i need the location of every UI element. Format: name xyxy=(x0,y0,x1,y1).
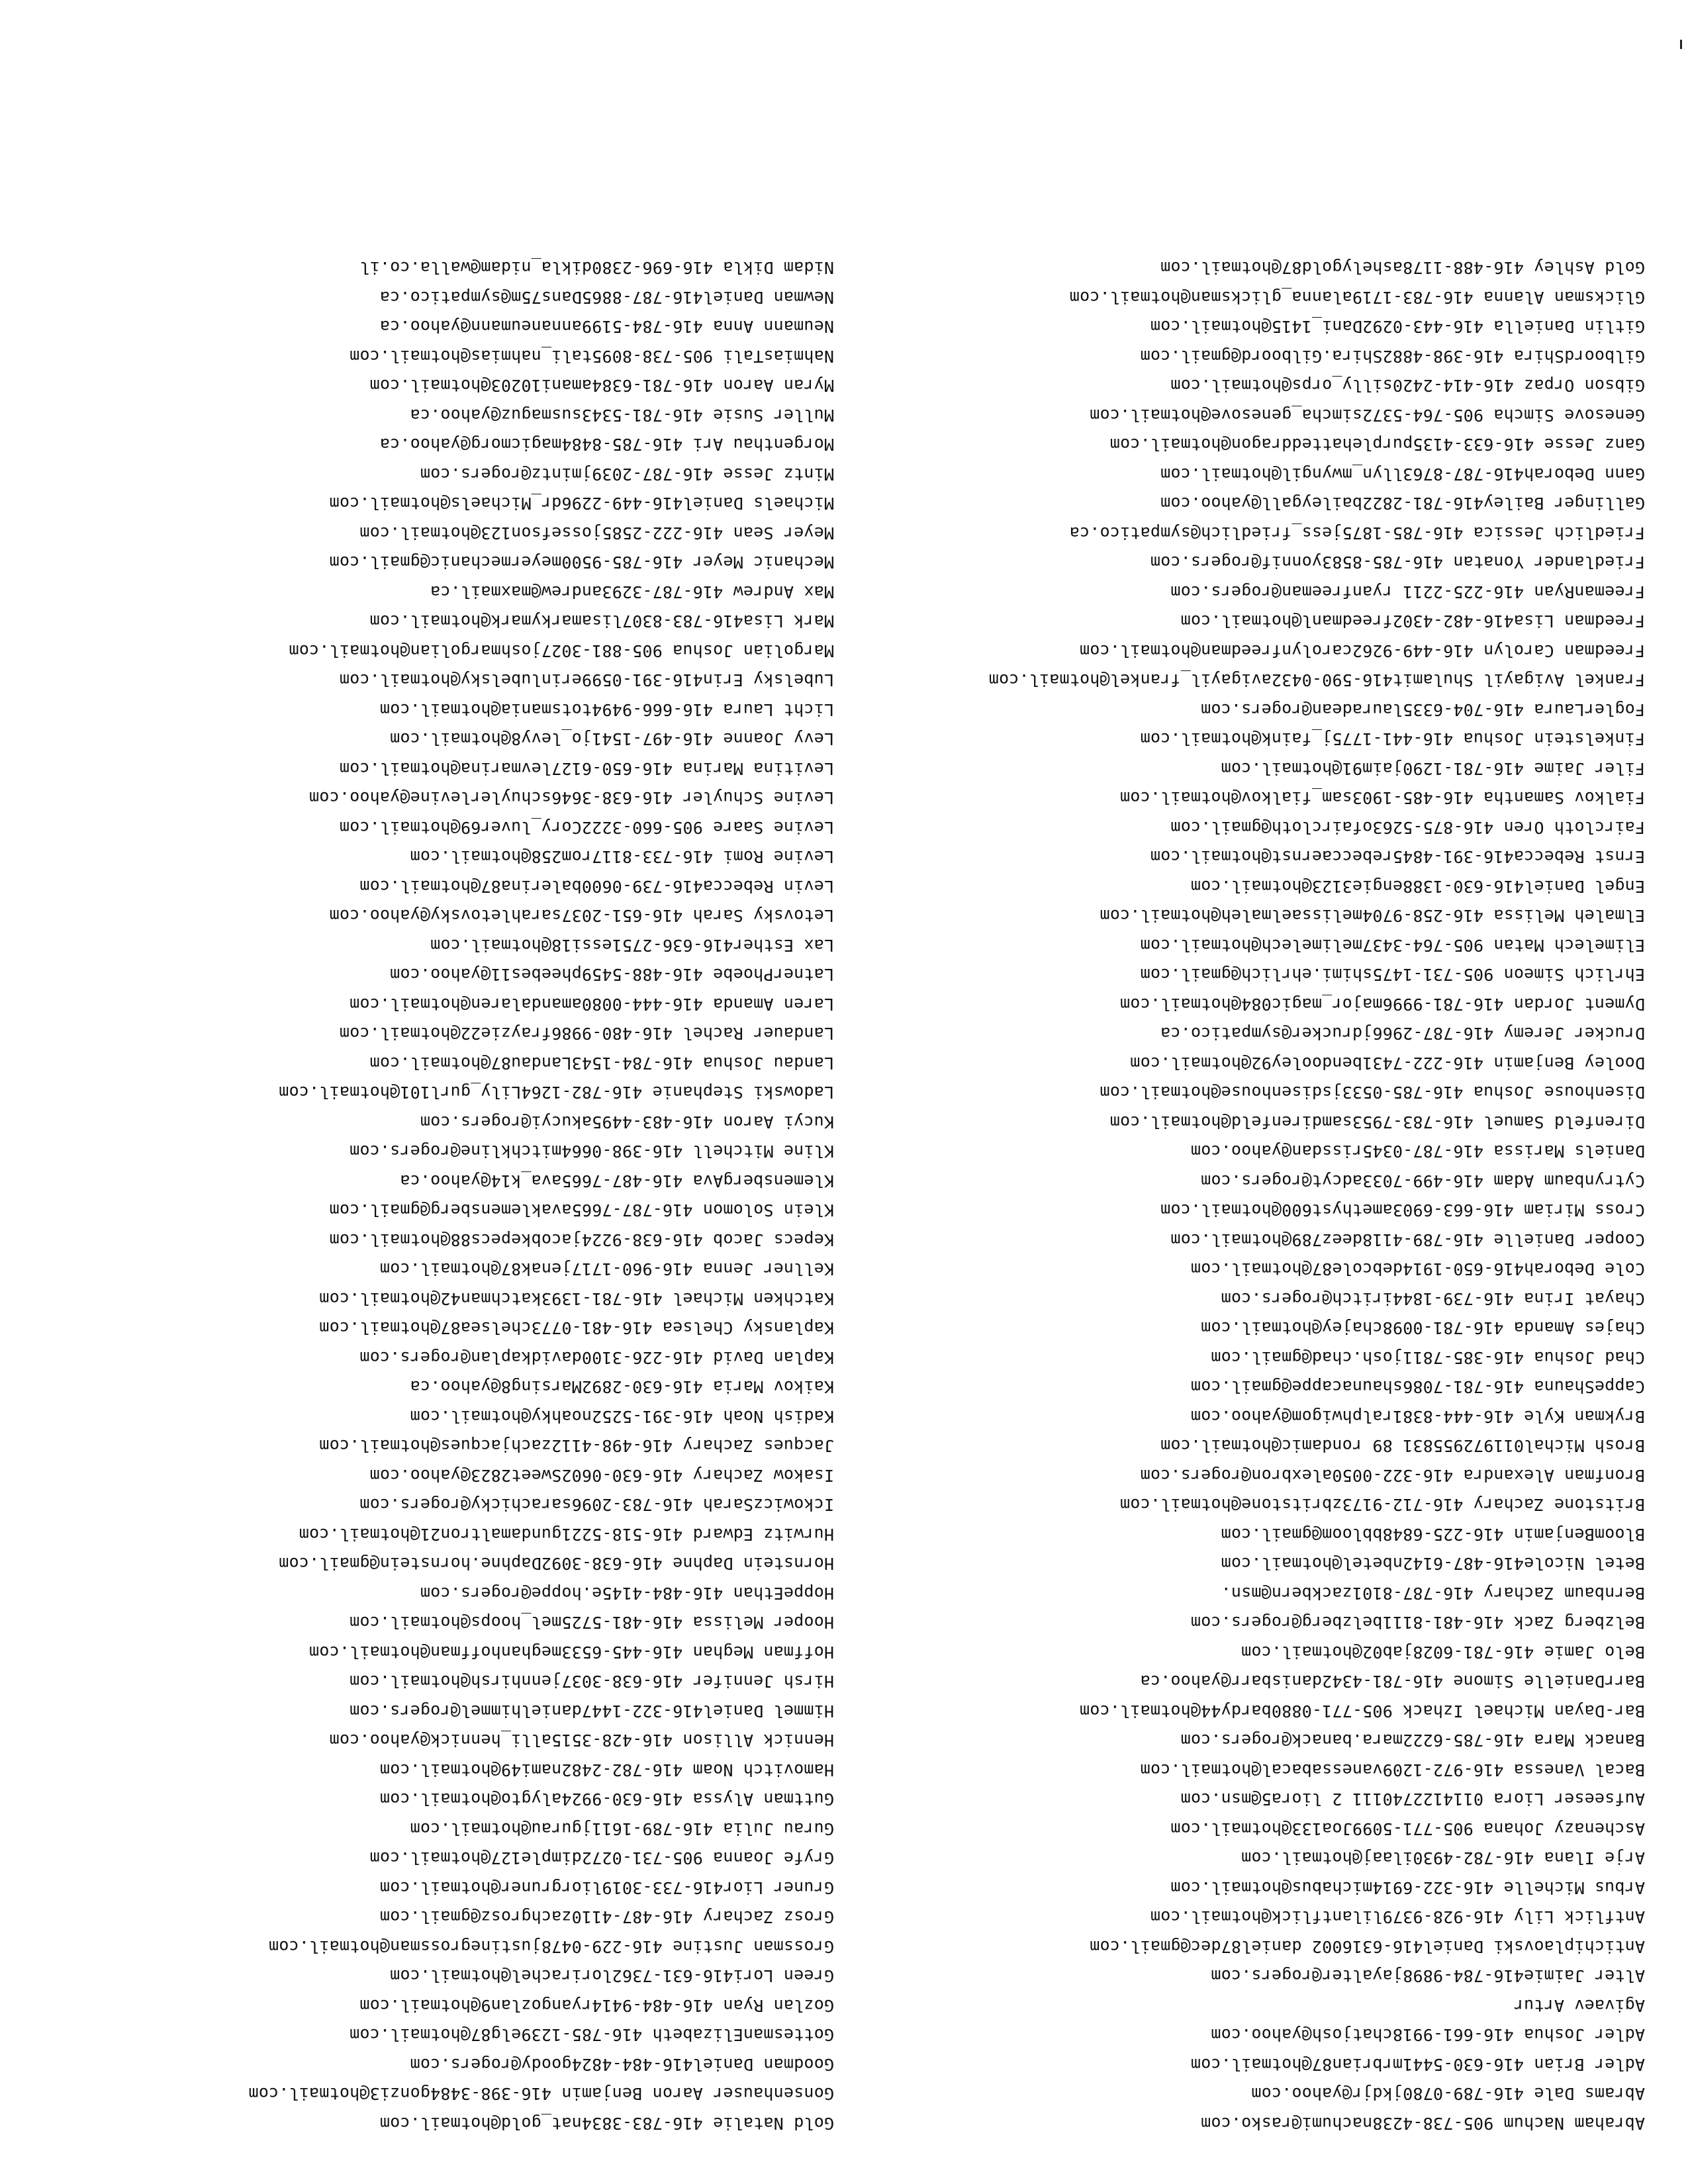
contact-entry: Kellner Jenna 416-960-1717jenak87@hotmail.com xyxy=(379,1259,834,1279)
contact-entry: FreemanRyan 416-225-2211 ryanfreeman@rogers.com xyxy=(1170,582,1645,602)
contact-entry: Drucker Jeremy 416-787-2966jdrucker@sympatico.ca xyxy=(1160,1024,1645,1044)
contact-entry: Meyer Sean 416-222-2585jossefson123@hotmail.com xyxy=(359,523,834,543)
contact-entry: GilboordShira 416-398-4882Shira.Gilboord@gmail.com xyxy=(1140,347,1645,366)
contact-entry: Cole Deborah416-650-1914debcole87@hotmail.com xyxy=(1190,1259,1645,1279)
contact-entry: Glicksman Alanna 416-783-1719alanna_glicksman@hotmail.com xyxy=(1069,288,1645,307)
contact-entry: Agivaev Artur xyxy=(1513,1996,1645,2015)
contact-entry: Adler Joshua 416-661-9918chatjosh@yahoo.com xyxy=(1211,2025,1645,2045)
contact-entry: Arje Ilana 416-782-4930ilaaj@hotmail.com xyxy=(1241,1848,1645,1868)
contact-entry: Gitlin Daniella 416-443-0292Dani_1415@hotmail.com xyxy=(1150,317,1645,337)
contact-entry: Kucyi Aaron 416-483-4495akucyi@rogers.com xyxy=(420,1113,834,1132)
contact-entry: Gann Deborah416-787-8763llyn_mwyngil@hotmail.com xyxy=(1160,465,1645,484)
contact-entry: Alter Jaimie416-784-9898jayalter@rogers.com xyxy=(1211,1966,1645,1986)
contact-entry: CappeShauna 416-781-7086shaunacappe@gmail.com xyxy=(1190,1377,1645,1397)
contact-entry: Isakow Zachary 416-630-0602Sweet2823@yahoo.com xyxy=(369,1466,834,1485)
contact-entry: Hooper Melissa 416-481-5725mel_hoops@hotmail.com xyxy=(349,1613,834,1633)
contact-entry: Chad Joshua 416-385-7811josh.chad@gmail.com xyxy=(1211,1348,1645,1367)
contact-entry: Mechanic Meyer 416-785-9500meyermechanic@gmail.com xyxy=(329,553,834,572)
contact-entry: Jacques Zachary 416-498-4112zachjacques@hotmail.com xyxy=(319,1436,834,1456)
contact-entry: Muller Susie 416-781-5343susmaguz@yahoo.ca xyxy=(410,406,834,425)
contact-entry: Ganz Jesse 416-633-4135purplehatteddragon@hotmail.com xyxy=(1109,435,1645,455)
contact-entry: Brosh Michal011972955831 89 rondamic@hotmail.com xyxy=(1160,1436,1645,1456)
contact-entry: HoppeEthan 416-484-4145e.hoppe@rogers.com xyxy=(420,1584,834,1603)
contact-entry: Lax Esther416-636-2751essi18@hotmail.com xyxy=(430,936,834,955)
contact-entry: Adler Brian 416-630-5441mrbrian87@hotmail.com xyxy=(1190,2055,1645,2074)
contact-entry: Morgenthau Ari 416-785-8484magicmorg@yahoo.ca xyxy=(379,435,834,455)
contact-entry: Grossman Justine 416-229-0478justinegrossman@hotmail.com xyxy=(268,1937,834,1956)
contact-entry: Freedman Lisa416-482-4302freedmanl@hotmail.com xyxy=(1180,612,1645,631)
contact-entry: Gryfe Joanna 905-731-0272dimple127@hotmail.com xyxy=(369,1848,834,1868)
contact-entry: Gonsenhauser Aaron Benjamin 416-398-3484gonzi3@hotmail.com xyxy=(248,2084,834,2104)
contact-entry: Mark Lisa416-783-8307lisamarkymark@hotmail.com xyxy=(369,612,834,631)
contact-entry: Daniels Marissa 416-787-0345rissdan@yahoo.com xyxy=(1190,1142,1645,1161)
contact-entry: Bernbaum Zachary 416-787-8101zackbern@msn. xyxy=(1221,1584,1645,1603)
contact-entry: Belzberg Zack 416-481-8111belzberg@rogers.com xyxy=(1190,1613,1645,1633)
contact-entry: Cooper Danielle 416-789-4118deez789@hotmail.com xyxy=(1170,1230,1645,1250)
contact-entry: Levine Saare 905-660-3222Cory_luver69@hotmail.com xyxy=(339,818,834,837)
contact-entry: Nidam Dikla 416-696-2380dikla_nidam@walla.co.il xyxy=(359,258,834,278)
contact-column-right xyxy=(40,253,834,2138)
contact-entry: Bar-Dayan Michael Izhack 905-771-0880bardy44@hotmail.com xyxy=(1079,1702,1645,1721)
contact-entry: Myran Aaron 416-781-6384amani10203@hotmail.com xyxy=(369,376,834,396)
contact-entry: Mintz Jesse 416-787-2039jmintz@rogers.com xyxy=(420,465,834,484)
contact-entry: Ernst Rebecca416-391-4845rebeccaernst@hotmail.com xyxy=(1150,847,1645,867)
contact-entry: NahmiasTali 905-738-8095tali_nahmias@hotmail.com xyxy=(349,347,834,366)
contact-entry: BloomBenjamin 416-225-6848bbloom@gmail.com xyxy=(1221,1525,1645,1544)
contact-entry: Neumann Anna 416-784-5199annaneumann@yahoo.ca xyxy=(379,317,834,337)
contact-entry: Landauer Rachel 416-480-9986frayzie22@hotmail.com xyxy=(339,1024,834,1044)
contact-entry: Kepecs Jacob 416-638-9224jacobkepecs88@hotmail.com xyxy=(329,1230,834,1250)
contact-entry: Antflick Lily 416-928-9379lilantflick@hotmail.com xyxy=(1150,1907,1645,1927)
contact-entry: Levitina Marina 416-650-6127levmarina@hotmail.com xyxy=(339,759,834,778)
contact-entry: FoglerLaura 416-704-6335lauradean@rogers.com xyxy=(1200,700,1645,719)
contact-entry: Landau Joshua 416-784-1543Landau87@hotmail.com xyxy=(369,1054,834,1073)
contact-entry: Kaplansky Chelsea 416-481-0773chelsea87@hotmail.com xyxy=(319,1318,834,1338)
contact-entry: Elmaleh Melissa 416-258-9704melissaelmaleh@hotmail.com xyxy=(1100,906,1645,926)
contact-entry: Disenhouse Joshua 416-785-0533jsdisenhouse@hotmail.com xyxy=(1100,1083,1645,1103)
contact-column-left xyxy=(897,253,1645,2138)
contact-entry: Gurau Julia 416-789-1611jgurau@hotmail.com xyxy=(410,1819,834,1839)
contact-entry: Chajes Amanda 416-781-0098chajey@hotmail.com xyxy=(1200,1318,1645,1338)
contact-entry: Klein Solomon 416-787-7665avaklemensberg@gmail.com xyxy=(329,1201,834,1220)
contact-entry: Betel Nicole416-487-6142nbetel@hotmail.com xyxy=(1221,1554,1645,1574)
contact-entry: Hamovitch Noam 416-782-2482nami49@hotmail.com xyxy=(379,1760,834,1780)
contact-entry: Finkelstein Joshua 416-441-1775j_faink@hotmail.com xyxy=(1140,729,1645,749)
contact-entry: Friedlich Jessica 416-785-1875jess_friedlich@sympatico.ca xyxy=(1069,523,1645,543)
contact-entry: Antichiplaovski Daniel416-6316002 daniel87dec@gmail.com xyxy=(1090,1937,1645,1956)
contact-entry: Newman Daniel416-787-8865Dans75m@sympatico.ca xyxy=(379,288,834,307)
contact-entry: Ladowski Stephanie 416-782-1264Lily_gurl101@hotmail.com xyxy=(279,1083,834,1103)
scan-edge-mark xyxy=(1680,40,1682,49)
contact-entry: Elimelech Matan 905-764-3437melimelech@hotmail.com xyxy=(1140,936,1645,955)
contact-entry: Hornstein Daphne 416-638-3092Daphne.hornstein@gmail.com xyxy=(279,1554,834,1574)
contact-entry: Levin Rebecca416-739-0600balerina87@hotmail.com xyxy=(359,877,834,896)
contact-entry: Guttman Alyssa 416-630-9924alygto@hotmail.com xyxy=(379,1790,834,1809)
contact-entry: Dooley Benjamin 416-222-7431bendooley92@hotmail.com xyxy=(1130,1054,1645,1073)
contact-entry: Goodman Daniel416-484-4824goody@rogers.com xyxy=(410,2055,834,2074)
contact-entry: Green Lori416-631-7362lorirachel@hotmail.com xyxy=(389,1966,834,1986)
contact-entry: BarrDanielle Simone 416-781-4342danisbarr@yahoo.ca xyxy=(1140,1672,1645,1692)
contact-entry: Gruner Lior416-733-3019liorgruner@hotmail.com xyxy=(379,1878,834,1897)
contact-entry: Kadish Noah 416-391-5252noahky@hotmail.com xyxy=(410,1407,834,1426)
contact-entry: GottesmanElizabeth 416-785-1239elg87@hotmail.com xyxy=(349,2025,834,2045)
contact-entry: Cross Miriam 416-663-6903amethyst600@hotmail.com xyxy=(1160,1201,1645,1220)
contact-entry: Hirsh Jennifer 416-638-3037jennhirsh@hotmail.com xyxy=(349,1672,834,1692)
contact-entry: Kaikov Maria 416-630-2892Marsing8@yahoo.ca xyxy=(410,1377,834,1397)
contact-entry: Genesove Simcha 905-764-5372simcha_genesove@hotmail.com xyxy=(1090,406,1645,425)
contact-entry: Arbus Michelle 416-322-6914michabus@hotmail.com xyxy=(1170,1878,1645,1897)
contact-entry: Bacal Vanessa 416-972-1209vanessabacal@hotmail.com xyxy=(1140,1760,1645,1780)
contact-entry: LatnerPhoebe 416-488-5459pheebes11@yahoo.com xyxy=(389,965,834,985)
contact-entry: Levy Joanne 416-497-1541jo_levy8@hotmail.com xyxy=(389,729,834,749)
contact-entry: Chayat Irina 416-739-1844iritch@rogers.com xyxy=(1221,1289,1645,1308)
contact-entry: Faircloth Oren 416-875-5263ofaircloth@gmail.com xyxy=(1170,818,1645,837)
contact-entry: Banack Mara 416-785-6222mara.banack@rogers.com xyxy=(1180,1731,1645,1751)
contact-entry: Hoffman Meghan 416-445-6533meghanhoffman@hotmail.com xyxy=(308,1643,834,1662)
contact-entry: Filer Jaime 416-781-1290jaim91@hotmail.com xyxy=(1221,759,1645,778)
contact-entry: Aufseeser Liora 0114122740111 2 liora5@msn.com xyxy=(1180,1790,1645,1809)
contact-entry: Kaplan David 416-226-3100davidkaplan@rogers.com xyxy=(359,1348,834,1367)
contact-entry: Hurwitz Edward 416-518-5221gundamaltron21@hotmail.com xyxy=(299,1525,834,1544)
contact-entry: Dyment Jordan 416-781-9996major_magic084@hotmail.com xyxy=(1119,995,1645,1014)
contact-entry: Kline Mitchell 416-398-0664mitchkline@rogers.com xyxy=(349,1142,834,1161)
contact-entry: Gozlan Ryan 416-484-9414ryangozlan9@hotmail.com xyxy=(359,1996,834,2015)
contact-entry: Laren Amanda 416-444-0080amandalaren@hotmail.com xyxy=(349,995,834,1014)
contact-entry: Lubelsky Erin416-391-0599erinlubelsky@hotmail.com xyxy=(339,670,834,690)
contact-entry: Friedlander Yonatan 416-785-8583yonnif@rogers.com xyxy=(1150,553,1645,572)
contact-entry: Gold Ashley 416-488-1178ashelygold87@hotmail.com xyxy=(1160,258,1645,278)
contact-entry: Direnfeld Samuel 416-783-7953samdirenfeld@hotmail.com xyxy=(1109,1113,1645,1132)
contact-entry: Belo Jamie 416-781-6028jab02@hotmail.com xyxy=(1241,1643,1645,1662)
contact-entry: Hennick Allison 416-428-3515alli_hennick@yahoo.com xyxy=(329,1731,834,1751)
contact-entry: Abraham Nachum 905-738-4238nachumi@rasko.com xyxy=(1200,2114,1645,2133)
contact-entry: Frankel Avigayil Shulamit416-590-0432avigayil_frankel@hotmail.com xyxy=(988,670,1645,690)
contact-entry: KlemensbergAva 416-487-7665ava_k14@yahoo.ca xyxy=(400,1171,834,1191)
contact-entry: Britstone Zachary 416-712-9173zbritstone@hotmail.com xyxy=(1119,1495,1645,1515)
contact-entry: Gibson Orpaz 416-414-2420silly_orps@hotmail.com xyxy=(1170,376,1645,396)
contact-entry: Fialkov Samantha 416-485-1903sam_fialkov@hotmail.com xyxy=(1119,788,1645,808)
contact-entry: Max Andrew 416-787-3293andrew@maxmail.ca xyxy=(430,582,834,602)
contact-entry: Gold Natalie 416-783-3834nat_gold@hotmail.com xyxy=(379,2114,834,2133)
contact-entry: Gallinger Bailey416-781-2822baileygall@yahoo.com xyxy=(1160,494,1645,514)
contact-entry: Letovsky Sarah 416-651-2037sarahletovsky@yahoo.com xyxy=(329,906,834,926)
contact-entry: Ehrlich Simeon 905-731-1475shimi.ehrlich@gmail.com xyxy=(1140,965,1645,985)
contact-entry: Levine Romi 416-733-8117rom258@hotmail.com xyxy=(410,847,834,867)
contact-entry: Levine Schuyler 416-638-3646schuylerlevine@yahoo.com xyxy=(308,788,834,808)
contact-entry: Abrams Dale 416-789-0780jkdjr@yahoo.com xyxy=(1251,2084,1645,2104)
contact-entry: Licht Laura 416-666-9494totsmania@hotmail.com xyxy=(379,700,834,719)
contact-entry: Aschenazy Johana 905-771-5099Joa133@hotmail.com xyxy=(1170,1819,1645,1839)
contact-entry: Bronfman Alexandra 416-322-0050alexbron@rogers.com xyxy=(1140,1466,1645,1485)
contact-entry: Margolian Joshua 905-881-3027joshmargolian@hotmail.com xyxy=(289,641,834,660)
contact-entry: Freedman Carolyn 416-449-9262carolynfreedman@hotmail.com xyxy=(1079,641,1645,660)
contact-entry: Grosz Zachary 416-487-4110zachgrosz@gmail.com xyxy=(379,1907,834,1927)
contact-entry: Himmel Daniel416-322-1447danielhimmel@rogers.com xyxy=(349,1702,834,1721)
contact-entry: IckowiczSarah 416-783-2096sarachicky@rogers.com xyxy=(359,1495,834,1515)
contact-entry: Brykman Kyle 416-444-8381ralphwigom@yahoo.com xyxy=(1190,1407,1645,1426)
contact-entry: Michaels Daniel416-449-2296dr_Michaels@hotmail.com xyxy=(329,494,834,514)
contact-entry: Engel Daniel416-630-1388engie3123@hotmail.com xyxy=(1190,877,1645,896)
contact-entry: Cytrynbaum Adam 416-499-7033adcyt@rogers.com xyxy=(1200,1171,1645,1191)
contact-entry: Katchken Michael 416-781-1393katchman42@hotmail.com xyxy=(319,1289,834,1308)
